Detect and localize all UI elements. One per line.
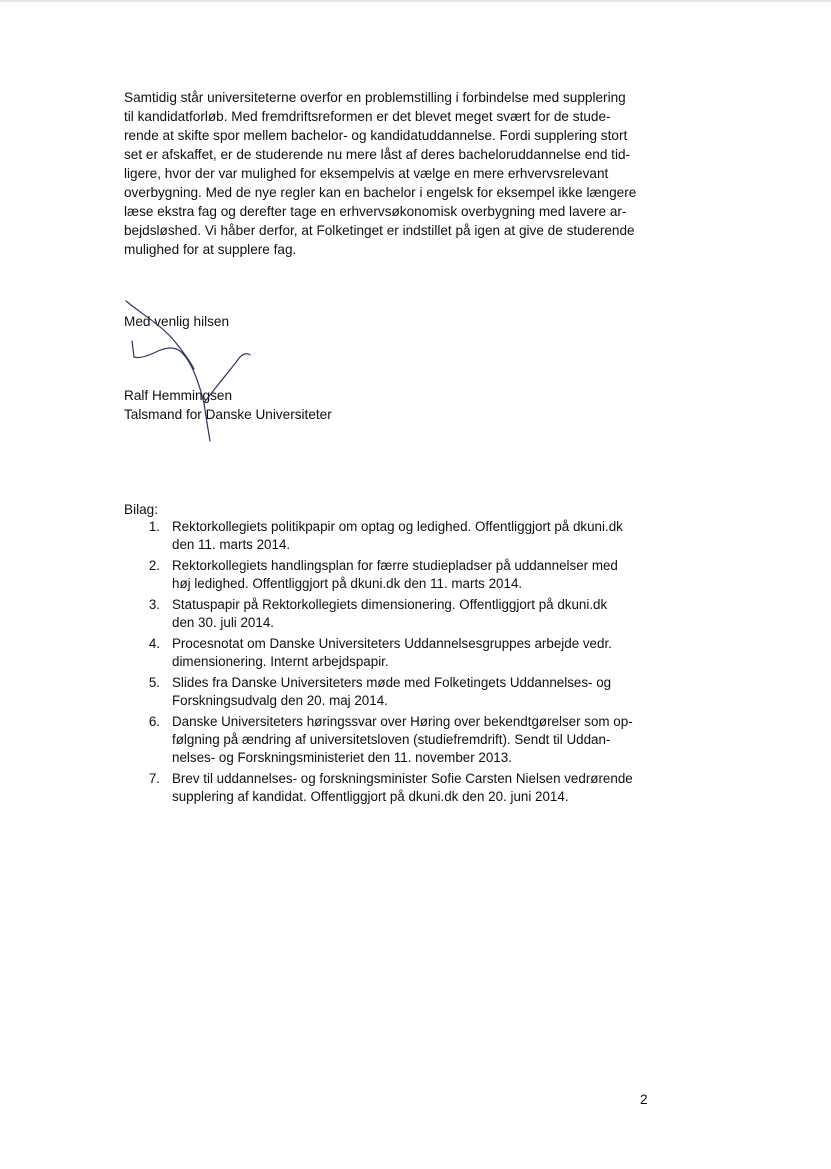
attachment-line: Forskningsudvalg den 20. maj 2014. <box>172 693 388 709</box>
body-paragraph <box>124 88 664 259</box>
attachment-text <box>172 770 633 806</box>
attachment-line: Danske Universiteters høringssvar over Høring over bekendtgørelser som op- <box>172 714 633 729</box>
paragraph-line: Samtidig står universiteterne overfor en problemstilling i forbindelse med supplering <box>124 90 626 105</box>
attachment-text <box>172 557 618 593</box>
attachment-item <box>124 770 664 806</box>
attachment-line: dimensionering. Internt arbejdspapir. <box>172 654 389 670</box>
signatory-name: Ralf Hemmingsen <box>124 388 233 403</box>
attachment-item <box>124 557 664 593</box>
paragraph-line: rende at skifte spor mellem bachelor- og kandidatuddannelse. Fordi supplering stort <box>124 128 628 143</box>
attachment-number: 3. <box>148 597 160 612</box>
attachment-number: 1. <box>148 519 160 534</box>
attachments-list <box>124 518 664 809</box>
attachment-line: den 11. marts 2014. <box>172 537 291 553</box>
attachment-line: Rektorkollegiets handlingsplan for færre studiepladser på uddannelser med <box>172 558 618 573</box>
attachment-text <box>172 518 623 554</box>
attachment-line: følgning på ændring af universitetsloven (studiefremdrift). Sendt til Uddan- <box>172 732 611 748</box>
paragraph-line: mulighed for at supplere fag. <box>124 242 297 257</box>
attachment-number: 6. <box>148 714 160 729</box>
paragraph-line: bejdsløshed. Vi håber derfor, at Folketinget er indstillet på igen at give de studerende <box>124 223 635 238</box>
paragraph-line: læse ekstra fag og derefter tage en erhvervsøkonomisk overbygning med lavere ar- <box>124 204 627 219</box>
attachment-line: Slides fra Danske Universiteters møde med Folketingets Uddannelses- og <box>172 675 612 690</box>
attachment-item <box>124 674 664 710</box>
attachment-line: høj ledighed. Offentliggjort på dkuni.dk den 11. marts 2014. <box>172 576 523 592</box>
attachment-line: nelses- og Forskningsministeriet den 11. november 2013. <box>172 750 512 766</box>
closing-salutation: Med venlig hilsen <box>124 314 230 329</box>
attachment-line: Statuspapir på Rektorkollegiets dimensionering. Offentliggjort på dkuni.dk <box>172 597 608 612</box>
attachments-heading: Bilag: <box>124 502 159 517</box>
attachment-number: 7. <box>148 771 160 787</box>
attachment-item <box>124 596 664 632</box>
attachment-number: 2. <box>148 558 160 573</box>
paragraph-line: til kandidatforløb. Med fremdriftsreformen er det blevet meget svært for de stude- <box>124 109 611 124</box>
attachment-item <box>124 713 664 768</box>
attachment-item <box>124 518 664 554</box>
attachment-text <box>172 713 633 768</box>
attachment-text <box>172 635 612 671</box>
page-number: 2 <box>640 1092 648 1107</box>
paragraph-line: set er afskaffet, er de studerende nu mere låst af deres bacheloruddannelse end tid- <box>124 147 631 162</box>
attachment-line: Brev til uddannelses- og forskningsminister Sofie Carsten Nielsen vedrørende <box>172 771 633 787</box>
attachment-item <box>124 635 664 671</box>
attachment-line: den 30. juli 2014. <box>172 615 274 631</box>
attachment-number: 4. <box>148 636 160 651</box>
signatory-title: Talsmand for Danske Universiteter <box>124 407 332 422</box>
paragraph-line: ligere, hvor der var mulighed for eksempelvis at vælge en mere erhvervsrelevant <box>124 166 609 181</box>
attachment-line: supplering af kandidat. Offentliggjort på dkuni.dk den 20. juni 2014. <box>172 789 569 805</box>
attachment-line: Procesnotat om Danske Universiteters Uddannelsesgruppes arbejde vedr. <box>172 636 612 651</box>
attachment-text <box>172 596 607 632</box>
signature-block <box>124 386 332 424</box>
attachment-line: Rektorkollegiets politikpapir om optag og ledighed. Offentliggjort på dkuni.dk <box>172 519 623 534</box>
attachment-number: 5. <box>148 675 160 690</box>
attachment-text <box>172 674 611 710</box>
scan-edge <box>0 0 831 2</box>
paragraph-line: overbygning. Med de nye regler kan en bachelor i engelsk for eksempel ikke længere <box>124 185 637 200</box>
